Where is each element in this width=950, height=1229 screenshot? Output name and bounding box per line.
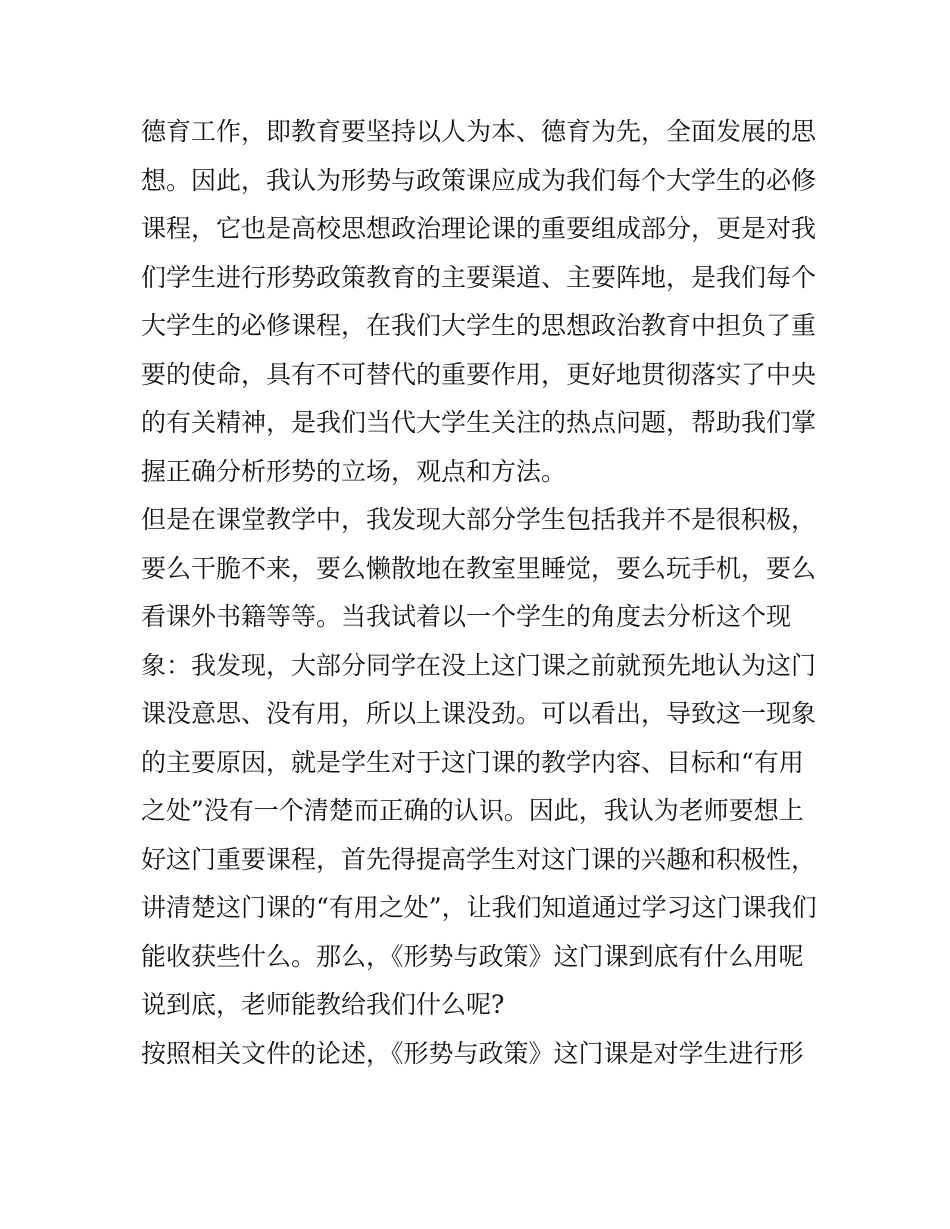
text-line: 握正确分析形势的立场，观点和方法。	[141, 456, 567, 486]
text-line: 象：我发现，大部分同学在没上这门课之前就预先地认为这门	[141, 650, 817, 680]
text-line: 说到底，老师能教给我们什么呢?	[141, 990, 505, 1019]
text-line: 课程，它也是高校思想政治理论课的重要组成部分，更是对我	[141, 214, 817, 243]
text-line: 要的使命，具有不可替代的重要作用，更好地贯彻落实了中央	[141, 359, 817, 389]
text-line: 按照相关文件的论述，《形势与政策》这门课是对学生进行形	[141, 1038, 804, 1068]
text-line: 们学生进行形势政策教育的主要渠道、主要阵地，是我们每个	[141, 262, 817, 292]
text-line: 能收获些什么。那么，《形势与政策》这门课到底有什么用呢	[141, 941, 804, 971]
text-line: 讲清楚这门课的“有用之处”，让我们知道通过学习这门课我们	[141, 893, 817, 922]
body-text	[141, 108, 821, 1078]
text-line: 好这门重要课程，首先得提高学生对这门课的兴趣和积极性，	[141, 844, 817, 874]
text-line: 要么干脆不来，要么懒散地在教室里睡觉，要么玩手机，要么	[141, 553, 817, 583]
text-line: 看课外书籍等等。当我试着以一个学生的角度去分析这个现	[141, 602, 792, 631]
text-line: 的主要原因，就是学生对于这门课的教学内容、目标和“有用	[141, 747, 804, 777]
text-line: 的有关精神，是我们当代大学生关注的热点问题，帮助我们掌	[141, 408, 817, 437]
text-line: 大学生的必修课程，在我们大学生的思想政治教育中担负了重	[141, 311, 817, 340]
text-line: 想。因此，我认为形势与政策课应成为我们每个大学生的必修	[141, 165, 817, 195]
text-line: 德育工作，即教育要坚持以人为本、德育为先，全面发展的思	[141, 117, 817, 146]
text-line: 但是在课堂教学中，我发现大部分学生包括我并不是很积极，	[141, 505, 817, 534]
text-line: 课没意思、没有用，所以上课没劲。可以看出，导致这一现象	[141, 699, 817, 728]
text-line: 之处”没有一个清楚而正确的认识。因此，我认为老师要想上	[141, 796, 804, 825]
